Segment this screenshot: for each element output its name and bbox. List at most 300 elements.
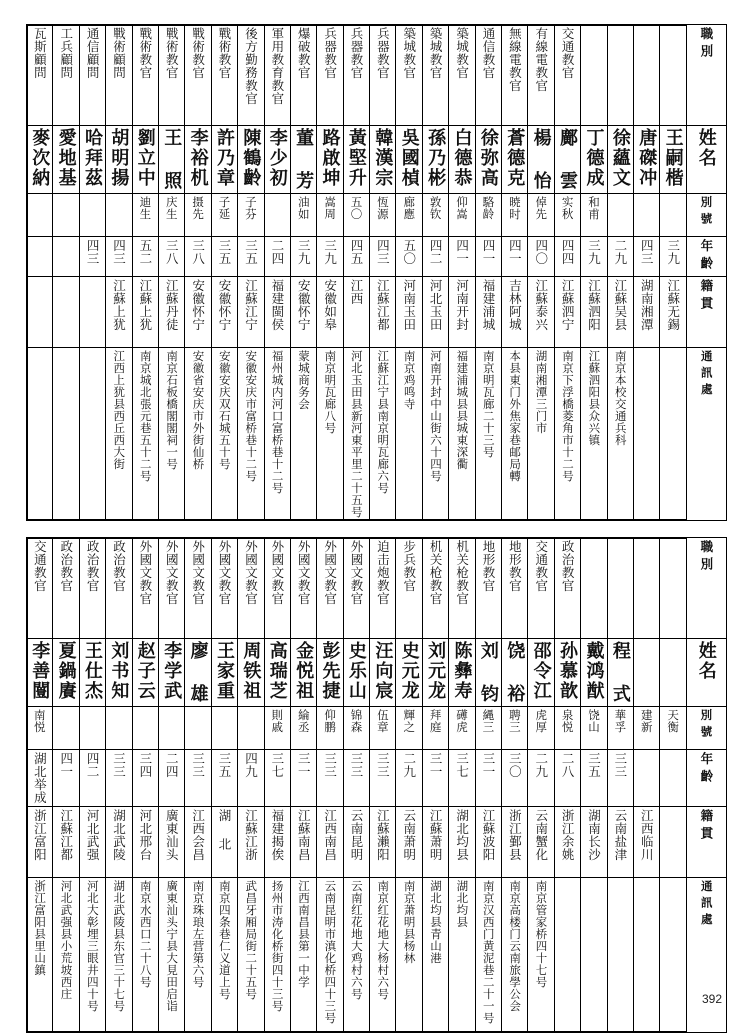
- cell-age: [106, 237, 132, 277]
- row-label-alias: [686, 707, 726, 750]
- cell-duty: [581, 538, 607, 639]
- cell-text: 扬州市涛化桥街四十三号: [270, 880, 285, 1012]
- cell-text: 吳國楨: [398, 128, 420, 188]
- cell-address: [79, 348, 105, 521]
- cell-native: [185, 807, 211, 878]
- cell-alias: [449, 707, 475, 750]
- cell-text: 政治教官: [85, 540, 101, 592]
- cell-text: 劉立中: [134, 128, 156, 188]
- cell-age: [238, 237, 264, 277]
- cell-duty: [264, 25, 290, 126]
- cell-text: 戰術顧問: [111, 27, 127, 79]
- row-label-text: 年齡: [698, 239, 714, 274]
- cell-alias: [238, 194, 264, 237]
- cell-address: [53, 348, 79, 521]
- cell-address: [422, 878, 448, 1033]
- cell-alias: [53, 194, 79, 237]
- cell-text: 恆源: [375, 196, 390, 220]
- cell-text: 湖北均县: [455, 880, 470, 928]
- cell-duty: [633, 25, 659, 126]
- cell-text: 云南萧明: [401, 809, 417, 861]
- cell-name: [238, 639, 264, 707]
- cell-text: 河北玉田: [428, 279, 444, 331]
- cell-text: 四三: [111, 239, 127, 265]
- cell-text: 河北武强县小荒坡西庄: [59, 880, 74, 1000]
- cell-text: 四一: [507, 239, 523, 265]
- cell-age: [660, 750, 686, 807]
- cell-age: [554, 237, 580, 277]
- cell-text: 三三: [375, 752, 391, 778]
- cell-text: 安徽怀宁: [217, 279, 233, 331]
- cell-text: 徐蘊文: [609, 128, 631, 188]
- cell-text: 步兵教官: [401, 540, 417, 592]
- cell-text: 机关枪教官: [428, 540, 444, 605]
- cell-text: 江蘇吴县: [612, 279, 628, 331]
- cell-duty: [132, 538, 158, 639]
- cell-text: 史元龙: [398, 641, 420, 701]
- cell-text: 南京明瓦廊八号: [323, 350, 338, 434]
- cell-duty: [607, 25, 633, 126]
- cell-duty: [528, 25, 554, 126]
- cell-name: [106, 126, 132, 194]
- cell-text: 湖南湘潭: [639, 279, 655, 331]
- cell-alias: [317, 194, 343, 237]
- cell-alias: [396, 707, 422, 750]
- cell-name: [581, 639, 607, 707]
- cell-age: [317, 237, 343, 277]
- cell-text: 浙江富阳: [32, 809, 48, 861]
- table-row-duty: [27, 25, 727, 126]
- cell-text: 黃堅升: [345, 128, 367, 188]
- cell-duty: [502, 538, 528, 639]
- row-label-native: [686, 807, 726, 878]
- cell-text: 南京汉西门黄泥巷二十一号: [481, 880, 496, 1024]
- cell-text: 四一: [454, 239, 470, 265]
- cell-native: [554, 277, 580, 348]
- cell-address: [158, 878, 184, 1033]
- cell-age: [396, 237, 422, 277]
- cell-text: 赵子云: [134, 641, 156, 701]
- cell-name: [211, 126, 237, 194]
- cell-native: [449, 277, 475, 348]
- cell-address: [290, 878, 316, 1033]
- cell-text: 有線電教官: [533, 27, 549, 92]
- cell-age: [158, 237, 184, 277]
- cell-duty: [660, 538, 686, 639]
- cell-text: 福建揭俟: [269, 809, 285, 861]
- cell-text: 安徽安庆双石城五十号: [217, 350, 232, 470]
- cell-text: 三九: [322, 239, 338, 265]
- page-number: 392: [701, 992, 722, 1006]
- cell-name: [343, 639, 369, 707]
- cell-native: [132, 807, 158, 878]
- cell-address: [264, 348, 290, 521]
- cell-text: 天衡: [666, 709, 681, 733]
- cell-text: 陈彝寿: [451, 641, 473, 701]
- cell-age: [343, 237, 369, 277]
- cell-native: [106, 807, 132, 878]
- cell-name: [554, 639, 580, 707]
- cell-duty: [238, 538, 264, 639]
- cell-text: 李善闓: [29, 641, 51, 701]
- cell-alias: [422, 194, 448, 237]
- cell-native: [607, 807, 633, 878]
- cell-age: [27, 237, 53, 277]
- cell-name: [422, 639, 448, 707]
- cell-text: 三五: [217, 752, 233, 778]
- cell-duty: [27, 538, 53, 639]
- cell-text: 礡虎: [455, 709, 470, 733]
- cell-alias: [132, 194, 158, 237]
- cell-alias: [633, 707, 659, 750]
- cell-text: 浙江余姚: [560, 809, 576, 861]
- cell-name: [581, 126, 607, 194]
- cell-address: [396, 878, 422, 1033]
- cell-text: 南京石板橋閣閣祠一号: [165, 350, 180, 470]
- cell-duty: [106, 25, 132, 126]
- row-label-native: [686, 277, 726, 348]
- cell-name: [79, 126, 105, 194]
- cell-text: 浙江富阳县里山鎮: [33, 880, 48, 976]
- cell-age: [211, 237, 237, 277]
- cell-text: 三三: [349, 752, 364, 778]
- cell-age: [607, 237, 633, 277]
- cell-text: 綸丞: [296, 709, 311, 733]
- cell-alias: [211, 194, 237, 237]
- row-label-text: 姓名: [695, 641, 717, 681]
- cell-text: 許乃章: [213, 128, 235, 188]
- cell-duty: [290, 25, 316, 126]
- row-label-text: 姓名: [695, 128, 717, 168]
- cell-text: 南京下浮橋菱角市十二号: [560, 350, 575, 482]
- cell-text: 瓦斯顧問: [32, 27, 48, 79]
- cell-text: 金悦祖: [293, 641, 315, 701]
- cell-address: [106, 348, 132, 521]
- cell-alias: [554, 707, 580, 750]
- cell-name: [396, 639, 422, 707]
- cell-text: 築城教官: [428, 27, 444, 79]
- cell-text: 伍章: [375, 709, 390, 733]
- row-label-text: 通訊處: [699, 880, 714, 930]
- cell-address: [211, 878, 237, 1033]
- row-label-text: 通訊處: [699, 350, 714, 400]
- cell-name: [158, 126, 184, 194]
- cell-age: [528, 750, 554, 807]
- cell-text: 蒼德克: [504, 128, 526, 188]
- cell-text: 四五: [349, 239, 364, 265]
- cell-text: 爆破教官: [296, 27, 312, 79]
- cell-native: [581, 277, 607, 348]
- cell-text: 四三: [85, 239, 101, 265]
- cell-text: 汪向宸: [372, 641, 394, 701]
- cell-text: 江蘇江宁: [243, 279, 259, 331]
- cell-alias: [264, 707, 290, 750]
- cell-text: 江蘇上犹: [137, 279, 153, 331]
- cell-text: 江西会昌: [190, 809, 206, 861]
- cell-text: 華孚: [613, 709, 628, 733]
- cell-name: [396, 126, 422, 194]
- cell-native: [53, 277, 79, 348]
- cell-text: 湖北武陵: [111, 809, 127, 861]
- cell-native: [422, 277, 448, 348]
- cell-native: [370, 807, 396, 878]
- cell-text: 戰術教官: [190, 27, 206, 79]
- cell-name: [633, 639, 659, 707]
- cell-duty: [238, 25, 264, 126]
- cell-text: 二九: [401, 752, 417, 778]
- cell-text: 駱龄: [481, 196, 496, 220]
- cell-text: 兵器教官: [349, 27, 364, 79]
- cell-native: [264, 277, 290, 348]
- cell-text: 孫乃彬: [425, 128, 447, 188]
- cell-native: [475, 277, 501, 348]
- row-label-text: 職別: [698, 27, 714, 62]
- cell-text: 鄺 雲: [557, 128, 579, 191]
- cell-text: 南京城北張元巷五十二号: [138, 350, 153, 482]
- cell-native: [264, 807, 290, 878]
- cell-text: 外國文教官: [243, 540, 259, 605]
- cell-age: [502, 750, 528, 807]
- cell-alias: [185, 707, 211, 750]
- cell-name: [264, 639, 290, 707]
- cell-text: 聘三: [507, 709, 522, 733]
- cell-text: 通信顧問: [85, 27, 101, 79]
- cell-name: [449, 639, 475, 707]
- cell-duty: [528, 538, 554, 639]
- cell-text: 胡明揚: [108, 128, 130, 188]
- cell-text: 迫击炮教官: [375, 540, 391, 605]
- cell-text: 建新: [639, 709, 654, 733]
- row-label-age: [686, 237, 726, 277]
- cell-duty: [317, 538, 343, 639]
- cell-text: 江蘇泗宁: [560, 279, 576, 331]
- cell-text: 三一: [480, 752, 496, 778]
- cell-address: [211, 348, 237, 521]
- cell-name: [264, 126, 290, 194]
- cell-duty: [53, 538, 79, 639]
- cell-text: 三三: [322, 752, 338, 778]
- cell-duty: [158, 25, 184, 126]
- cell-text: 戰術教官: [217, 27, 233, 79]
- cell-alias: [27, 194, 53, 237]
- cell-name: [660, 126, 686, 194]
- cell-text: 拜庭: [428, 709, 443, 733]
- cell-alias: [449, 194, 475, 237]
- cell-alias: [106, 194, 132, 237]
- cell-text: 三九: [665, 239, 681, 265]
- cell-name: [317, 126, 343, 194]
- cell-duty: [660, 25, 686, 126]
- cell-duty: [158, 538, 184, 639]
- cell-text: 韓漢宗: [372, 128, 394, 188]
- cell-address: [370, 348, 396, 521]
- cell-text: 南京管家桥四十七号: [534, 880, 549, 988]
- cell-text: 安徽安庆市富桥巷十二号: [244, 350, 259, 482]
- cell-text: 南京珠琅左营第六号: [191, 880, 206, 988]
- cell-text: 外國文教官: [164, 540, 180, 605]
- cell-duty: [554, 25, 580, 126]
- cell-native: [79, 277, 105, 348]
- cell-alias: [290, 707, 316, 750]
- cell-alias: [581, 707, 607, 750]
- cell-text: 河北玉田县新河東平里二十五号: [349, 350, 364, 518]
- cell-text: 仰鹏: [323, 709, 338, 733]
- cell-native: [79, 807, 105, 878]
- cell-name: [238, 126, 264, 194]
- cell-text: 湖北均县: [454, 809, 470, 861]
- cell-native: [290, 277, 316, 348]
- cell-text: 江蘇江都: [375, 279, 391, 331]
- cell-text: 周铁祖: [240, 641, 262, 701]
- cell-duty: [449, 25, 475, 126]
- cell-text: 浙江鄞县: [507, 809, 523, 861]
- cell-text: 築城教官: [401, 27, 417, 79]
- cell-text: 云南昆明: [349, 809, 364, 861]
- cell-text: 廣東汕头: [164, 809, 180, 861]
- table-row-age: [27, 237, 727, 277]
- cell-native: [27, 807, 53, 878]
- cell-alias: [660, 194, 686, 237]
- cell-text: 政治教官: [560, 540, 576, 592]
- cell-alias: [370, 194, 396, 237]
- cell-address: [53, 878, 79, 1033]
- cell-address: [317, 878, 343, 1033]
- cell-native: [211, 807, 237, 878]
- cell-text: 董 芳: [293, 128, 315, 191]
- cell-text: 四三: [375, 239, 391, 265]
- cell-text: 三三: [612, 752, 628, 778]
- cell-text: 倬先: [534, 196, 549, 220]
- cell-name: [185, 639, 211, 707]
- cell-address: [660, 348, 686, 521]
- cell-text: 饶山: [586, 709, 601, 733]
- cell-native: [422, 807, 448, 878]
- cell-name: [27, 126, 53, 194]
- cell-age: [633, 750, 659, 807]
- cell-text: 外國文教官: [137, 540, 153, 605]
- cell-text: 五二: [137, 239, 153, 265]
- cell-duty: [79, 538, 105, 639]
- cell-address: [660, 878, 686, 1033]
- cell-text: 河北武强: [85, 809, 101, 861]
- cell-duty: [317, 25, 343, 126]
- cell-text: 王 照: [161, 128, 183, 191]
- cell-text: 江蘇萧明: [428, 809, 444, 861]
- cell-name: [502, 639, 528, 707]
- cell-name: [475, 126, 501, 194]
- table-gap: [26, 521, 728, 537]
- cell-age: [132, 237, 158, 277]
- cell-name: [53, 126, 79, 194]
- row-label-alias: [686, 194, 726, 237]
- cell-text: 锦森: [349, 709, 364, 733]
- cell-duty: [475, 25, 501, 126]
- cell-address: [317, 348, 343, 521]
- cell-address: [449, 348, 475, 521]
- cell-age: [264, 237, 290, 277]
- cell-text: 福州城内河口富桥巷十二号: [270, 350, 285, 494]
- cell-name: [502, 126, 528, 194]
- cell-text: 彭先捷: [319, 641, 341, 701]
- row-label-text: 別號: [699, 196, 714, 229]
- cell-duty: [343, 25, 369, 126]
- cell-duty: [422, 538, 448, 639]
- table-row-age: [27, 750, 727, 807]
- cell-text: 泉悦: [560, 709, 575, 733]
- cell-address: [290, 348, 316, 521]
- cell-text: 四〇: [533, 239, 549, 265]
- cell-text: 福建浦城: [480, 279, 496, 331]
- cell-text: 通信教官: [480, 27, 496, 79]
- cell-duty: [633, 538, 659, 639]
- cell-alias: [475, 707, 501, 750]
- cell-address: [449, 878, 475, 1033]
- cell-address: [106, 878, 132, 1033]
- cell-text: 四一: [58, 752, 74, 778]
- cell-native: [317, 277, 343, 348]
- cell-text: 嵩周: [323, 196, 338, 220]
- cell-native: [238, 807, 264, 878]
- cell-text: 江蘇无錫: [665, 279, 681, 331]
- cell-text: 戰術教官: [137, 27, 153, 79]
- cell-text: 地形教官: [507, 540, 523, 592]
- cell-text: 外國文教官: [322, 540, 338, 605]
- cell-duty: [290, 538, 316, 639]
- cell-alias: [290, 194, 316, 237]
- cell-age: [475, 750, 501, 807]
- cell-text: 政治教官: [58, 540, 74, 592]
- cell-duty: [79, 25, 105, 126]
- cell-native: [370, 277, 396, 348]
- cell-text: 四一: [480, 239, 496, 265]
- cell-text: 工兵顧問: [58, 27, 74, 79]
- cell-native: [528, 277, 554, 348]
- cell-text: 江西: [349, 279, 364, 305]
- cell-age: [132, 750, 158, 807]
- cell-duty: [343, 538, 369, 639]
- cell-native: [607, 277, 633, 348]
- table-row-native: [27, 277, 727, 348]
- cell-text: 王嗣楷: [662, 128, 684, 188]
- cell-name: [290, 126, 316, 194]
- cell-alias: [211, 707, 237, 750]
- cell-native: [132, 277, 158, 348]
- cell-text: 暁时: [507, 196, 522, 220]
- cell-native: [106, 277, 132, 348]
- cell-alias: [132, 707, 158, 750]
- cell-alias: [660, 707, 686, 750]
- cell-text: 王仕杰: [82, 641, 104, 701]
- cell-address: [343, 878, 369, 1033]
- cell-address: [343, 348, 369, 521]
- cell-address: [554, 348, 580, 521]
- cell-text: 五〇: [349, 196, 364, 220]
- cell-native: [27, 277, 53, 348]
- cell-address: [528, 878, 554, 1033]
- cell-age: [528, 237, 554, 277]
- cell-address: [528, 348, 554, 521]
- cell-name: [106, 639, 132, 707]
- cell-text: 江蘇泗阳: [586, 279, 602, 331]
- cell-name: [370, 126, 396, 194]
- cell-text: 江蘇泰兴: [533, 279, 549, 331]
- row-label-text: 年齡: [698, 752, 714, 787]
- cell-age: [370, 237, 396, 277]
- cell-text: 三五: [586, 752, 602, 778]
- cell-text: 江西南昌: [322, 809, 338, 861]
- cell-text: 江西南昌县第一中学: [297, 880, 312, 988]
- cell-duty: [502, 25, 528, 126]
